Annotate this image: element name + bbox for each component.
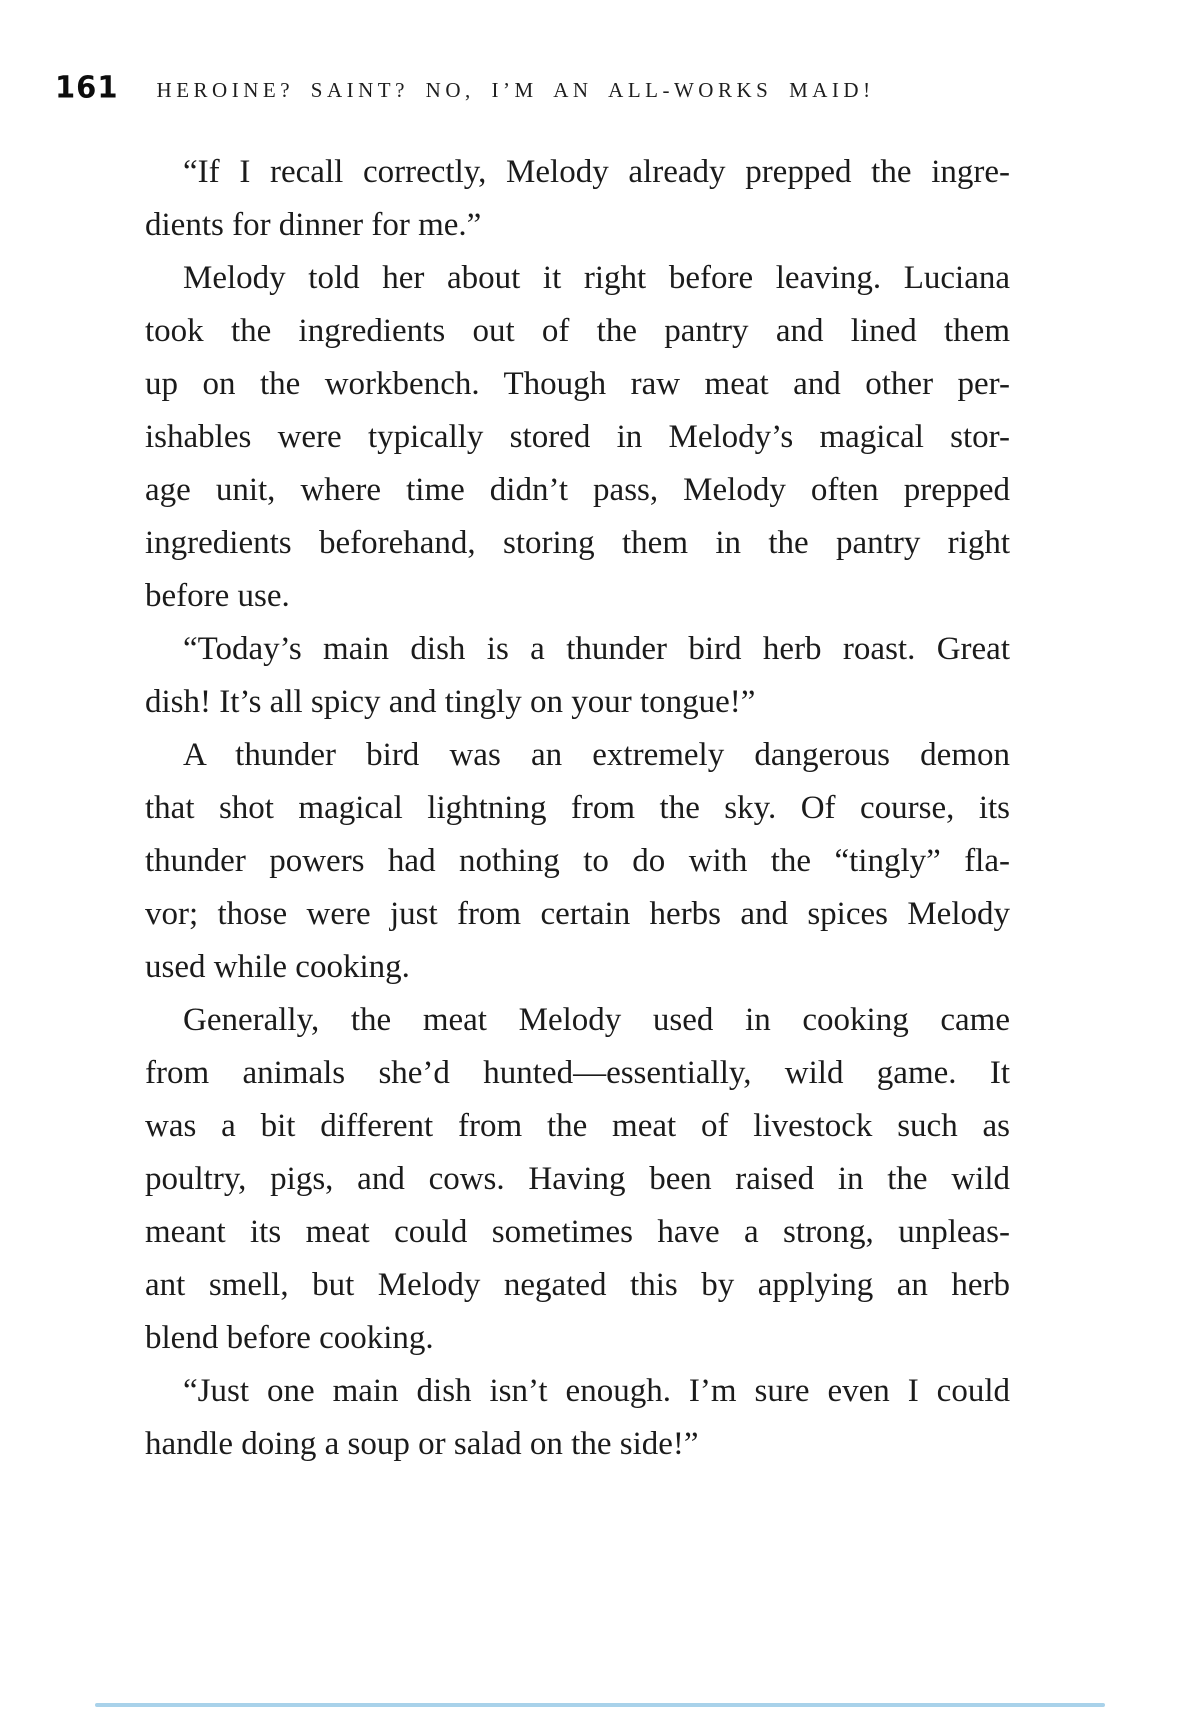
text-line: was a bit different from the meat of livestock such as bbox=[145, 1108, 1010, 1144]
text-line: ingredients beforehand, storing them in the pantry right bbox=[145, 525, 1010, 561]
page-bottom-divider bbox=[95, 1703, 1105, 1707]
text-line: “Today’s main dish is a thunder bird herb roast. Great bbox=[183, 631, 1010, 667]
text-line: ishables were typically stored in Melody’s magical stor- bbox=[145, 419, 1010, 455]
text-line: “Just one main dish isn’t enough. I’m sure even I could bbox=[183, 1373, 1010, 1409]
text-line: Melody told her about it right before leaving. Luciana bbox=[183, 260, 1010, 296]
text-line: thunder powers had nothing to do with the “tingly” fla- bbox=[145, 843, 1010, 879]
text-line: blend before cooking. bbox=[145, 1320, 434, 1356]
running-title: HEROINE? SAINT? NO, I’M AN ALL-WORKS MAID! bbox=[156, 78, 875, 102]
paragraph bbox=[145, 994, 1010, 1365]
text-line: age unit, where time didn’t pass, Melody often prepped bbox=[145, 472, 1010, 508]
text-line: dients for dinner for me.” bbox=[145, 207, 482, 243]
running-head bbox=[55, 70, 1105, 104]
text-line: before use. bbox=[145, 578, 290, 614]
paragraph bbox=[145, 729, 1010, 994]
page-number: 161 bbox=[55, 69, 119, 105]
text-line: ant smell, but Melody negated this by applying an herb bbox=[145, 1267, 1010, 1303]
paragraph bbox=[145, 623, 1010, 729]
text-line: used while cooking. bbox=[145, 949, 410, 985]
text-line: vor; those were just from certain herbs and spices Melody bbox=[145, 896, 1010, 932]
text-line: “If I recall correctly, Melody already prepped the ingre- bbox=[183, 154, 1010, 190]
text-line: handle doing a soup or salad on the side!” bbox=[145, 1426, 699, 1462]
text-line: poultry, pigs, and cows. Having been raised in the wild bbox=[145, 1161, 1010, 1197]
text-line: dish! It’s all spicy and tingly on your tongue!” bbox=[145, 684, 756, 720]
text-line: Generally, the meat Melody used in cooking came bbox=[183, 1002, 1010, 1038]
text-line: meant its meat could sometimes have a strong, unpleas- bbox=[145, 1214, 1010, 1250]
paragraph bbox=[145, 252, 1010, 623]
text-line: took the ingredients out of the pantry and lined them bbox=[145, 313, 1010, 349]
text-line: A thunder bird was an extremely dangerous demon bbox=[183, 737, 1010, 773]
paragraph bbox=[145, 1365, 1010, 1471]
text-line: from animals she’d hunted—essentially, wild game. It bbox=[145, 1055, 1010, 1091]
body-text bbox=[145, 146, 1010, 1471]
paragraph bbox=[145, 146, 1010, 252]
text-line: up on the workbench. Though raw meat and other per- bbox=[145, 366, 1010, 402]
text-line: that shot magical lightning from the sky. Of course, its bbox=[145, 790, 1010, 826]
